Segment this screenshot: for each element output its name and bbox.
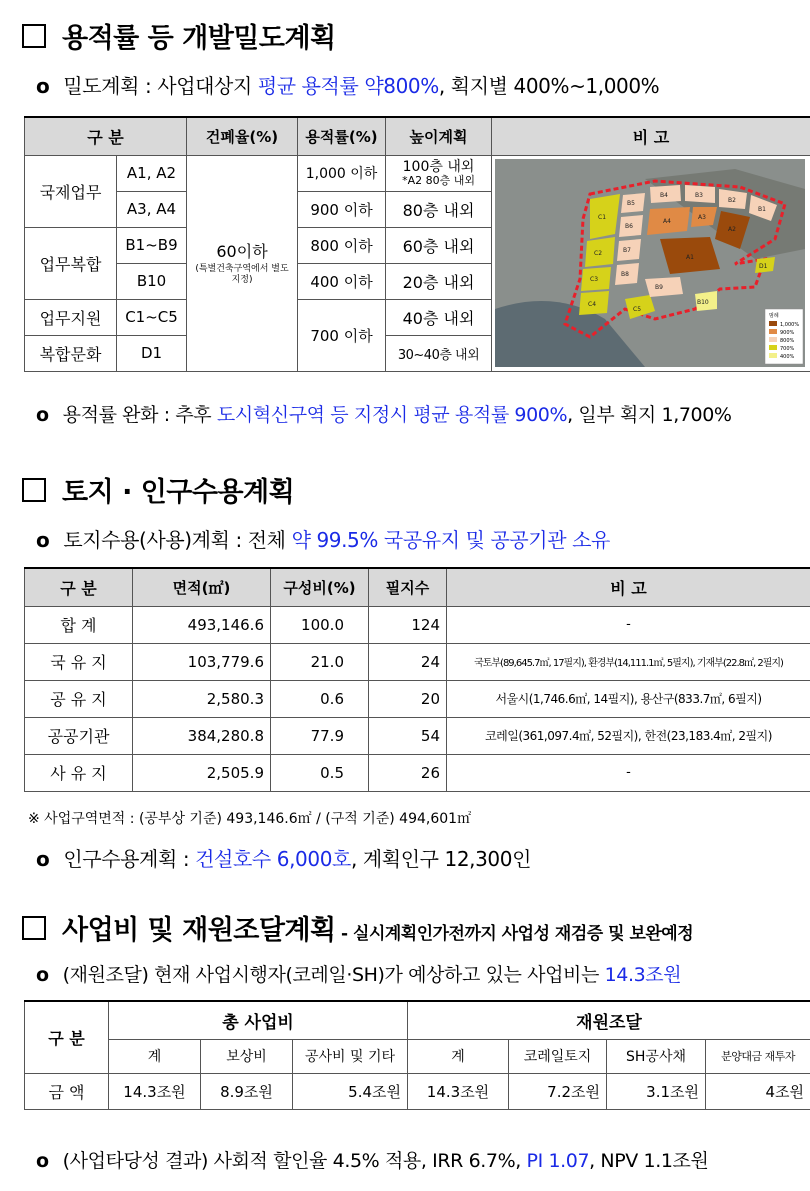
group-mixed-business: 업무복합 bbox=[25, 227, 117, 299]
zoning-map-cell bbox=[492, 155, 810, 371]
density-table bbox=[24, 116, 810, 372]
zoning-map bbox=[495, 159, 805, 367]
group-culture: 복합문화 bbox=[25, 335, 117, 371]
land-table bbox=[24, 567, 810, 792]
th-ratio: 구성비(%) bbox=[271, 568, 369, 606]
table-row: 합 계 493,146.6 100.0 124 - bbox=[25, 606, 810, 643]
th-far: 용적률(%) bbox=[298, 117, 386, 155]
map-legend bbox=[765, 309, 803, 364]
map-label: B5 bbox=[627, 200, 635, 207]
zone-cell: B10 bbox=[117, 263, 187, 299]
section-title-cost: 사업비 및 재원조달계획 - 실시계획인가전까지 사업성 재검증 및 보완예정 bbox=[22, 908, 693, 947]
map-label: B7 bbox=[623, 247, 631, 254]
height-cell: 20층 내외 bbox=[386, 263, 492, 299]
map-label: A2 bbox=[728, 226, 736, 233]
bullet-o: o bbox=[36, 964, 49, 986]
height-cell: 40층 내외 bbox=[386, 299, 492, 335]
zone-cell: C1~C5 bbox=[117, 299, 187, 335]
th-sub: SH공사채 bbox=[607, 1039, 706, 1073]
table-row: 공 유 지 2,580.3 0.6 20 서울시(1,746.6㎡, 14필지), 용산구(833.7㎡, 6필지) bbox=[25, 680, 810, 717]
zone-cell: B1~B9 bbox=[117, 227, 187, 263]
svg-text:범례: 범례 bbox=[769, 313, 779, 319]
map-label: C4 bbox=[588, 301, 597, 308]
group-intl-business: 국제업무 bbox=[25, 155, 117, 227]
svg-text:800%: 800% bbox=[780, 338, 795, 344]
density-plan-line: o 밀도계획 : 사업대상지 평균 용적률 약800%, 획지별 400%~1,000% bbox=[36, 74, 660, 98]
checkbox-square-icon bbox=[22, 916, 46, 940]
map-label: C3 bbox=[590, 276, 599, 283]
population-line: o 인구수용계획 : 건설호수 6,000호, 계획인구 12,300인 bbox=[36, 847, 532, 871]
bullet-o: o bbox=[36, 404, 49, 426]
th-total-cost: 총 사업비 bbox=[109, 1001, 408, 1039]
checkbox-square-icon bbox=[22, 478, 46, 502]
map-label: B8 bbox=[621, 271, 629, 278]
zone-cell: A3, A4 bbox=[117, 191, 187, 227]
group-support: 업무지원 bbox=[25, 299, 117, 335]
far-cell: 800 이하 bbox=[298, 227, 386, 263]
bullet-o: o bbox=[36, 528, 50, 552]
area-footnote: ※ 사업구역면적 : (공부상 기준) 493,146.6㎡ / (구적 기준) 494,601㎡ bbox=[28, 811, 472, 827]
map-label: B9 bbox=[655, 284, 663, 291]
map-label: B1 bbox=[758, 206, 766, 213]
far-cell: 1,000 이하 bbox=[298, 155, 386, 191]
th-sub: 공사비 및 기타 bbox=[293, 1039, 408, 1073]
section-title-land: 토지 · 인구수용계획 bbox=[22, 470, 294, 509]
map-label: B2 bbox=[728, 197, 736, 204]
th-coverage: 건폐율(%) bbox=[187, 117, 298, 155]
bullet-o: o bbox=[36, 74, 50, 98]
svg-text:700%: 700% bbox=[780, 346, 795, 352]
svg-text:400%: 400% bbox=[780, 354, 795, 360]
svg-text:900%: 900% bbox=[780, 330, 795, 336]
th-area: 면적(㎡) bbox=[133, 568, 271, 606]
table-row: 사 유 지 2,505.9 0.5 26 - bbox=[25, 754, 810, 791]
funding-line: o (재원조달) 현재 사업시행자(코레일·SH)가 예상하고 있는 사업비는 14.3조원 bbox=[36, 964, 682, 986]
bullet-o: o bbox=[36, 847, 50, 871]
cost-table bbox=[24, 1000, 810, 1110]
far-cell: 900 이하 bbox=[298, 191, 386, 227]
map-label: D1 bbox=[759, 263, 768, 270]
th-category: 구 분 bbox=[25, 568, 133, 606]
height-cell: 30~40층 내외 bbox=[386, 335, 492, 371]
map-label: C5 bbox=[633, 306, 642, 313]
th-category: 구 분 bbox=[25, 1001, 109, 1073]
table-row: 금 액 14.3조원 8.9조원 5.4조원 14.3조원 7.2조원 3.1조원 4조원 bbox=[25, 1073, 810, 1109]
svg-text:1,000%: 1,000% bbox=[780, 322, 800, 328]
section-title-density: 용적률 등 개발밀도계획 bbox=[22, 16, 336, 55]
far-cell: 700 이하 bbox=[298, 299, 386, 371]
th-height: 높이계획 bbox=[386, 117, 492, 155]
th-sub: 계 bbox=[408, 1039, 509, 1073]
table-row: 공공기관 384,280.8 77.9 54 코레일(361,097.4㎡, 52필지), 한전(23,183.4㎡, 2필지) bbox=[25, 717, 810, 754]
th-sub: 코레일토지 bbox=[509, 1039, 607, 1073]
block-B9 bbox=[645, 277, 683, 297]
map-label: A3 bbox=[698, 214, 706, 221]
far-relaxation-line: o 용적률 완화 : 추후 도시혁신구역 등 지정시 평균 용적률 900%, 일부 획지 1,700% bbox=[36, 404, 732, 426]
map-label: B4 bbox=[660, 192, 668, 199]
far-cell: 400 이하 bbox=[298, 263, 386, 299]
th-sub: 분양대금 재투자 bbox=[706, 1039, 810, 1073]
table-row: 국 유 지 103,779.6 21.0 24 국토부(89,645.7㎡, 17필지), 환경부(14,111.1㎡, 5필지), 기재부(22.8㎡, 2필지) bbox=[25, 643, 810, 680]
checkbox-square-icon bbox=[22, 24, 46, 48]
map-label: A1 bbox=[686, 254, 694, 261]
height-cell: 100층 내외 *A2 80층 내외 bbox=[386, 155, 492, 191]
th-remarks: 비 고 bbox=[447, 568, 810, 606]
height-cell: 80층 내외 bbox=[386, 191, 492, 227]
th-sub: 보상비 bbox=[201, 1039, 293, 1073]
height-cell: 60층 내외 bbox=[386, 227, 492, 263]
bullet-o: o bbox=[36, 1150, 49, 1172]
zone-cell: A1, A2 bbox=[117, 155, 187, 191]
th-remarks: 비 고 bbox=[492, 117, 810, 155]
map-label: A4 bbox=[663, 218, 671, 225]
zone-cell: D1 bbox=[117, 335, 187, 371]
map-label: B6 bbox=[625, 223, 633, 230]
th-funding: 재원조달 bbox=[408, 1001, 810, 1039]
th-sub: 계 bbox=[109, 1039, 201, 1073]
th-category: 구 분 bbox=[25, 117, 187, 155]
map-label: C1 bbox=[598, 214, 607, 221]
land-acquisition-line: o 토지수용(사용)계획 : 전체 약 99.5% 국공유지 및 공공기관 소유 bbox=[36, 528, 610, 552]
map-label: B3 bbox=[695, 192, 703, 199]
th-lots: 필지수 bbox=[369, 568, 447, 606]
coverage-cell: 60이하 (특별건축구역에서 별도 지정) bbox=[187, 155, 298, 371]
map-label: B10 bbox=[697, 299, 709, 306]
feasibility-line: o (사업타당성 결과) 사회적 할인율 4.5% 적용, IRR 6.7%, PI 1.07, NPV 1.1조원 bbox=[36, 1150, 709, 1172]
map-label: C2 bbox=[594, 250, 603, 257]
